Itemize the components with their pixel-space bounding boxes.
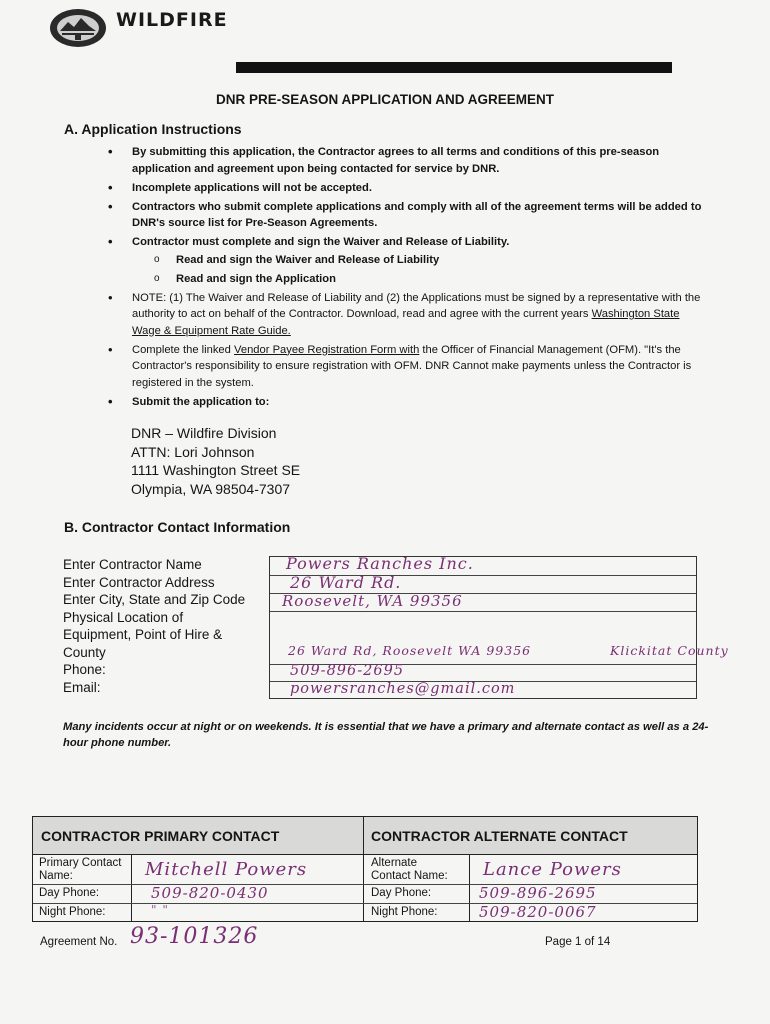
primary-contact-heading: CONTRACTOR PRIMARY CONTACT (33, 817, 363, 855)
label-location-3: County (63, 644, 106, 660)
instruction-5 (108, 290, 706, 340)
contacts-table (32, 816, 698, 922)
instruction-1: • By submitting this application, the Contractor agrees to all terms and conditions of this pre-season application and agreement upon being contacted for service by DNR. (108, 144, 706, 177)
alternate-name-label-line1: Alternate (371, 857, 418, 869)
physical-location-field[interactable]: 26 Ward Rd, Roosevelt WA 99356 (288, 643, 532, 658)
alternate-night-label: Night Phone: (371, 906, 438, 918)
primary-day-phone-field[interactable]: 509-820-0430 (151, 884, 269, 902)
address-line-4: Olympia, WA 98504-7307 (131, 480, 291, 497)
contractor-address-field[interactable]: 26 Ward Rd. (290, 573, 402, 592)
instruction-5-text: NOTE: (1) The Waiver and Release of Liability and (2) the Applications must be signed by a representative with the authority to act on behalf of the Contractor. Download, read and agree with the current years (132, 291, 701, 320)
primary-name-label-line2: Name: (39, 870, 73, 882)
primary-name-label (39, 857, 121, 883)
alternate-night-phone-field[interactable]: 509-820-0067 (479, 903, 597, 921)
alternate-name-field[interactable]: Lance Powers (483, 859, 622, 880)
contact-labels (63, 556, 245, 696)
row-divider (33, 903, 697, 904)
primary-name-field[interactable]: Mitchell Powers (145, 859, 308, 880)
availability-note: Many incidents occur at night or on weekends. It is essential that we have a primary and alternate contact as well as a 24-hour phone number. (63, 721, 709, 749)
mailing-address (131, 424, 300, 498)
alternate-contact-heading: CONTRACTOR ALTERNATE CONTACT (363, 817, 697, 855)
document-title: DNR PRE-SEASON APPLICATION AND AGREEMENT (215, 92, 554, 107)
sub-instruction-2: o Read and sign the Application (132, 271, 706, 288)
address-line-1: DNR – Wildfire Division (131, 425, 277, 441)
primary-day-label: Day Phone: (39, 887, 100, 899)
instruction-4-sublist (132, 252, 706, 288)
section-b-heading: B. Contractor Contact Information (64, 519, 291, 535)
header-bar (236, 62, 672, 73)
column-divider (131, 855, 132, 921)
instruction-7: • Submit the application to: (108, 394, 706, 411)
section-a-heading: A. Application Instructions (64, 121, 242, 137)
column-divider (469, 855, 470, 921)
primary-night-label: Night Phone: (39, 906, 106, 918)
instruction-4-text: Contractor must complete and sign the Waiver and Release of Liability. (132, 236, 510, 248)
label-phone: Phone: (63, 662, 106, 677)
instruction-6-pre: Complete the linked (132, 343, 231, 356)
label-city-state-zip: Enter City, State and Zip Code (63, 592, 246, 607)
alternate-name-label-line2: Contact Name: (371, 870, 448, 882)
alternate-day-phone-field[interactable]: 509-896-2695 (479, 884, 597, 902)
sub-instruction-1: o Read and sign the Waiver and Release of Liability (132, 252, 706, 269)
address-line-2: ATTN: Lori Johnson (131, 443, 255, 460)
label-location-1: Physical Location of (63, 609, 184, 625)
email-field[interactable]: powersranches@gmail.com (290, 681, 516, 697)
instruction-4 (108, 234, 706, 287)
instruction-3: • Contractors who submit complete applications and comply with all of the agreement terms will be added to DNR's source list for Pre-Season Agreements. (108, 199, 706, 232)
dnr-seal-icon (48, 7, 108, 49)
county-field[interactable]: Klickitat County (610, 643, 729, 658)
address-line-3: 1111 Washington Street SE (131, 462, 301, 478)
alternate-day-label: Day Phone: (371, 887, 432, 899)
label-contractor-name: Enter Contractor Name (63, 557, 202, 572)
brand-title: WILDFIRE (116, 9, 228, 31)
page-number: Page 1 of 14 (545, 936, 611, 948)
row-divider (33, 884, 697, 885)
agreement-label: Agreement No. (40, 936, 118, 948)
instruction-6 (108, 342, 706, 392)
instruction-6-post: the Officer of Financial Management (OFM). "It's the Contractor's responsibility to ensure registration with OFM. DNR Cannot make payments unless the Contractor is registered in the system. (132, 343, 692, 389)
vendor-payee-link[interactable]: Vendor Payee Registration Form with (234, 343, 420, 356)
label-contractor-address: Enter Contractor Address (63, 574, 215, 590)
label-email: Email: (63, 679, 101, 695)
contractor-name-field[interactable]: Powers Ranches Inc. (286, 554, 474, 573)
alternate-name-label (371, 857, 448, 883)
agreement-number: 93-101326 (130, 924, 259, 949)
primary-night-phone-field[interactable]: " " (151, 903, 169, 917)
row-divider (270, 611, 696, 612)
city-state-zip-field[interactable]: Roosevelt, WA 99356 (282, 592, 463, 610)
phone-field[interactable]: 509-896-2695 (290, 663, 405, 679)
contact-info-box (269, 554, 729, 699)
instruction-2: • Incomplete applications will not be accepted. (108, 180, 706, 197)
rate-guide-link[interactable]: Washington State Wage & Equipment Rate Guide. (132, 308, 680, 337)
label-location-2: Equipment, Point of Hire & (63, 627, 223, 642)
column-divider (363, 817, 364, 921)
instructions-list (108, 144, 706, 413)
primary-name-label-line1: Primary Contact (39, 857, 122, 869)
